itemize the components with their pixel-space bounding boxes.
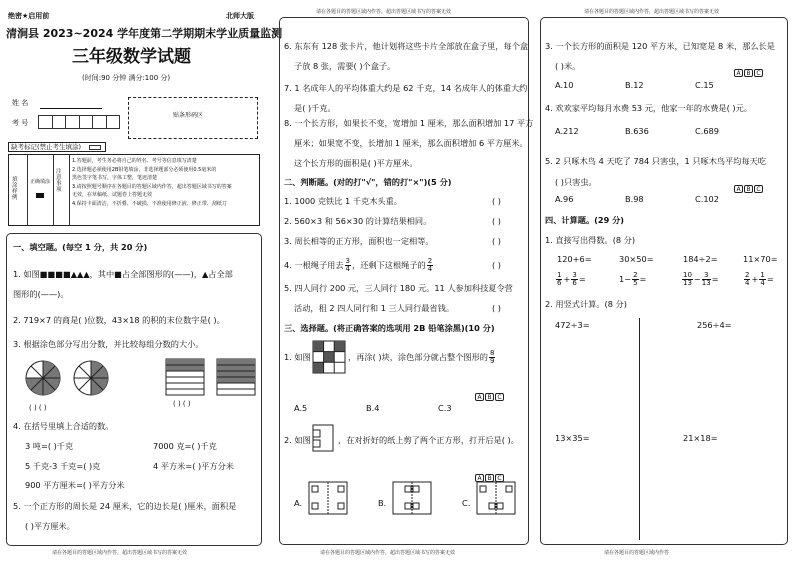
id-field[interactable]: [38, 115, 120, 129]
judge-answer[interactable]: ( ): [492, 236, 501, 246]
judge-text: ，还剩下这根绳子的: [352, 260, 426, 270]
option-c-figure: [476, 481, 516, 515]
grid-figure: [312, 340, 346, 374]
q1-line1: 1. 如图■■■■▲▲▲，其中■占全部图形的(——)，▲占全部: [13, 269, 233, 279]
q3: 3. 根据涂色部分写出分数，并比较每组分数的大小。: [13, 339, 204, 349]
edition-label: 北师大版: [226, 12, 254, 20]
note-line: 黑色签字笔书写，字体工整，笔迹清楚: [72, 175, 158, 181]
panel-right: [540, 17, 788, 545]
choice1-prefix: 1. 如图: [284, 352, 311, 362]
folded-paper-icon: [312, 424, 334, 452]
option[interactable]: B.636: [625, 126, 649, 136]
exam-title: 清涧县 2023~2024 学年度第二学期期末学业质量监测: [6, 27, 283, 40]
q4: 4. 在括号里填上合适的数。: [13, 421, 114, 431]
answer-bubbles[interactable]: A B C: [474, 384, 504, 403]
q6-line1: 6. 东东有 128 张卡片，他计划将这些卡片全部放在盒子里，每个盒: [284, 41, 529, 51]
secret-label: 绝密★启用前: [8, 12, 50, 20]
barcode-area: [128, 97, 258, 139]
fraction: $\frac{8}{9}$: [490, 349, 495, 365]
choice5-line1: 5. 2 只啄木鸟 4 天吃了 784 只害虫，1 只啄木鸟平均每天吃: [545, 156, 767, 166]
section3-title: 三、选择题。(将正确答案的选项用 2B 铅笔涂黑)(10 分): [284, 323, 495, 333]
q6-line2: 子放 8 张，需要( )个盒子。: [294, 61, 396, 71]
fraction-circles: [25, 358, 113, 400]
q7-line1: 7. 1 名成年人的平均体重大约是 62 千克，14 名成年人的体重大约: [284, 83, 528, 93]
judge-item: 2. 560×3 和 56×30 的计算结果相同。: [284, 216, 432, 226]
option-b-figure: [392, 481, 432, 515]
choice3-line2: ( )米。: [555, 61, 581, 71]
notes-box: [8, 154, 260, 226]
absent-mark[interactable]: [8, 142, 106, 152]
name-field[interactable]: [40, 108, 102, 109]
calc-fraction-item: $\frac{1}{6}$ + $\frac{3}{6}$ =: [557, 271, 586, 287]
choice4: 4. 欢欢家平均每月水费 53 元，他家一年的水费是( )元。: [545, 103, 752, 113]
q3-blanks-circles[interactable]: ( ) ( ): [29, 404, 47, 412]
bottom-note: 请在各题目的答题区域内作答，超出答题区域书写的答案无效: [320, 550, 456, 556]
option[interactable]: A.212: [555, 126, 579, 136]
section1-title: 一、填空题。(每空 1 分，共 20 分): [13, 242, 148, 252]
q4-item: 900 平方厘米=( )平方分米: [25, 480, 125, 490]
note-line: 2.选择题必须使用2B铅笔填涂，非选择题部分必须使用0.5毫米的: [72, 167, 217, 173]
choice1-text: [348, 350, 496, 365]
option[interactable]: C.15: [695, 80, 714, 90]
calc-item: 120+6=: [557, 254, 592, 264]
option[interactable]: C.102: [695, 194, 719, 204]
calc2-title: 2. 用竖式计算。(8 分): [545, 299, 627, 309]
calc-item: 256÷4=: [697, 320, 732, 330]
calc-item: 11×70=: [743, 254, 778, 264]
absent-label: 缺考标记(禁止考生填涂): [11, 143, 82, 151]
q2: 2. 719×7 的商是( )位数，43×18 的积的末位数字是( )。: [13, 315, 225, 325]
judge-item: 活动，租 2 四人同行和 1 三人同行最省钱。: [294, 303, 455, 313]
subject-title: 三年级数学试题: [72, 47, 191, 67]
note-line: 1.答题前，考生务必将自己的姓名、考号等信息填写清楚: [72, 158, 197, 164]
bottom-note: 请在各题目的答题区域内作答，超出答题区域书写的答案无效: [52, 550, 188, 556]
work-divider: [639, 448, 640, 540]
q8-line3: 这个长方形的面积是( )平方厘米。: [294, 158, 418, 168]
choice2-prefix: 2. 如图: [284, 435, 311, 445]
option[interactable]: A.: [294, 498, 303, 508]
q4-item: 4 平方米=( )平方分米: [153, 461, 234, 471]
id-label: 考 号: [12, 119, 29, 127]
fraction: $\frac{2}{4}$: [427, 257, 433, 273]
judge-answer[interactable]: ( ): [492, 216, 501, 226]
panel-middle: [279, 17, 534, 545]
q5-line1: 5. 一个正方形的周长是 24 厘米，它的边长是( )厘米，面积是: [13, 501, 237, 511]
judge-answer[interactable]: ( ): [492, 303, 501, 313]
bottom-note: 请在各题目的答题区域内作答: [604, 550, 670, 556]
judge-item-4: [284, 258, 434, 273]
notes-label: 注意事项: [56, 169, 62, 194]
calc-item: 184÷2=: [683, 254, 718, 264]
answer-bubbles[interactable]: A B C: [474, 465, 504, 484]
judge-item: 3. 周长相等的正方形，面积也一定相等。: [284, 236, 434, 246]
calc-fraction-item: $\frac{10}{13}$ − $\frac{3}{13}$ =: [683, 271, 719, 287]
answer-bubbles[interactable]: A B C: [733, 176, 763, 195]
fraction: $\frac{3}{4}$: [345, 257, 351, 273]
section4-title: 四、计算题。(29 分): [545, 215, 625, 225]
judge-item: 1. 1000 克铁比 1 千克木头重。: [284, 196, 402, 206]
choice2-stem: ，在对折好的纸上剪了两个正方形，打开后是( )。: [338, 435, 519, 445]
option[interactable]: C.: [462, 498, 471, 508]
calc-item: 472÷3=: [555, 320, 590, 330]
work-divider: [639, 318, 640, 448]
option[interactable]: B.: [378, 498, 387, 508]
note-line: 无效，在草稿纸、试题卷上答题无效: [72, 192, 153, 198]
answer-bubbles[interactable]: A B C: [733, 60, 763, 79]
time-score: (时间:90 分钟 满分:100 分): [82, 74, 171, 82]
calc1-title: 1. 直接写出得数。(8 分): [545, 235, 636, 245]
calc-item: 13×35=: [555, 433, 590, 443]
judge-text: 4. 一根绳子用去: [284, 260, 344, 270]
calc-fraction-item: $\frac{2}{4}$ + $\frac{1}{4}$ =: [745, 271, 774, 287]
choice5-line2: ( )只害虫。: [555, 177, 597, 187]
q8-line2: 厘米；如果宽不变，长增加 1 厘米，那么面积增加 6 平方厘米。: [294, 138, 528, 148]
q3-blanks-bars[interactable]: ( ) ( ): [173, 400, 191, 408]
note-line: 3.请按照题号顺序在各题目的答题区域内作答，超出答题区域书写的答案: [72, 184, 232, 190]
note-line: 4.保持卡面清洁，不折叠、不破损、不准使用修正液、修正带、刮纸刀: [72, 201, 227, 207]
q4-item: 3 吨=( )千克: [25, 441, 74, 451]
option[interactable]: A.5: [294, 403, 308, 413]
barcode-label: 贴条形码区: [173, 112, 204, 119]
section2-title: 二、判断题。(对的打"√"，错的打"×")(5 分): [284, 177, 452, 187]
q4-item: 5 千克-3 千克=( )克: [25, 461, 101, 471]
name-label: 姓 名: [12, 99, 29, 107]
correct-fill-sample: [36, 193, 44, 198]
option[interactable]: B.4: [366, 403, 380, 413]
option[interactable]: B.12: [625, 80, 644, 90]
example-label: 填涂样例: [12, 177, 18, 202]
q4-item: 7000 克=( )千克: [153, 441, 217, 451]
calc-item: 21×18=: [683, 433, 718, 443]
option[interactable]: A.10: [555, 80, 574, 90]
judge-answer[interactable]: ( ): [492, 260, 501, 270]
choice1-stem: ，再涂( )块，涂色部分就占整个图形的: [348, 352, 488, 362]
correct-label: 正确填涂: [30, 179, 51, 185]
judge-item: 5. 四人同行 200 元，三人同行 180 元。11 人参加科技夏令营: [284, 283, 513, 293]
judge-answer[interactable]: ( ): [492, 196, 501, 206]
calc-fraction-item: 1− $\frac{2}{5}$ =: [619, 271, 647, 287]
q5-line2: ( )平方厘米。: [25, 521, 75, 531]
option[interactable]: A.96: [555, 194, 574, 204]
calc-item: 30×50=: [619, 254, 654, 264]
option[interactable]: C.689: [695, 126, 719, 136]
option[interactable]: B.98: [625, 194, 644, 204]
top-note: 请在各题目的答题区域内作答，超出答题区域书写的答案无效: [316, 9, 452, 15]
panel-fill-in: [6, 233, 262, 546]
q8-line1: 8. 一个长方形，如果长不变，宽增加 1 厘米，那么面积增加 17 平方: [284, 118, 534, 128]
option-a-figure: [308, 481, 348, 515]
fraction-bars: [165, 358, 257, 396]
q7-line2: 是( )千克。: [294, 103, 336, 113]
top-note: 请在各题目的答题区域内作答，超出答题区域书写的答案无效: [584, 9, 720, 15]
choice3-line1: 3. 一个长方形的面积是 120 平方米，已知宽是 8 米，那么长是: [545, 41, 775, 51]
option[interactable]: C.3: [438, 403, 452, 413]
q1-line2: 图形的(——)。: [13, 289, 69, 299]
